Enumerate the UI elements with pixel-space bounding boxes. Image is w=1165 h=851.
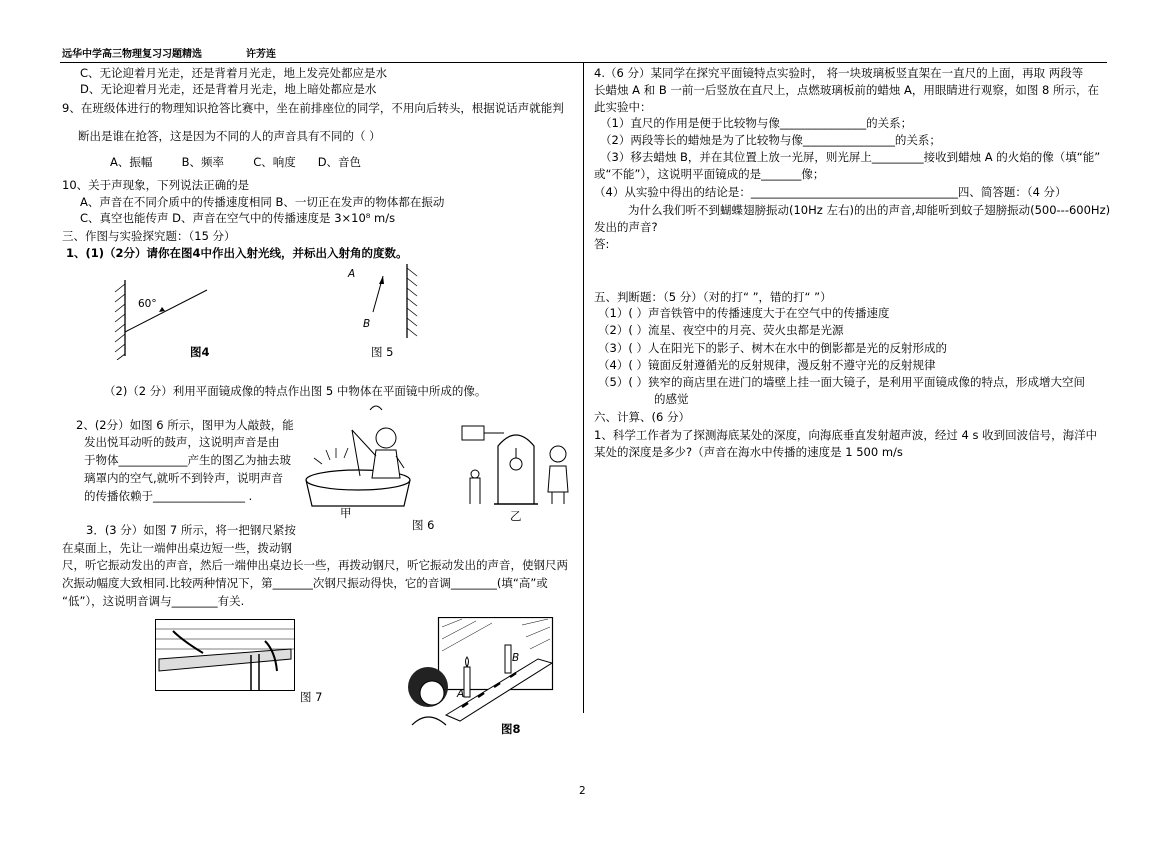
section4-question-cont: 发出的声音? xyxy=(594,220,658,234)
q1-part2: （2)（2 分）利用平面镜成像的特点作出图 5 中物体在平面镜中所成的像。 xyxy=(104,384,487,398)
section6-title: 六、计算、(6 分） xyxy=(594,410,690,424)
figure-7-caption: 图 7 xyxy=(300,690,323,704)
q8-option-d: D、无论迎着月光走，还是背着月光走，地上暗处都应是水 xyxy=(80,82,377,96)
section4-answer-label: 答: xyxy=(594,237,610,251)
column-divider xyxy=(583,63,584,713)
q10-options-cd: C、真空也能传声 D、声音在空气中的传播速度是 3×10⁸ m/s xyxy=(80,211,396,225)
q2-line5: 的传播依赖于________________ . xyxy=(84,489,253,503)
section4-question: 为什么我们听不到蝴蝶翅膀振动(10Hz 左右)的出的声音,却能听到蚊子翅膀振动(500---600Hz) xyxy=(628,203,1111,217)
q9-options: A、振幅 B、频率 C、响度 D、音色 xyxy=(110,155,362,169)
q8-option-c: C、无论迎着月光走，还是背着月光走，地上发亮处都应是水 xyxy=(80,66,388,80)
calc-1-line2: 某处的深度是多少?（声音在海水中传播的速度是 1 500 m/s xyxy=(594,445,903,459)
judgment-4: （4）( ）镜面反射遵循光的反射规律，漫反射不遵守光的反射规律 xyxy=(598,358,936,372)
q4-sub3: （3）移去蜡烛 B，并在其位置上放一光屏，则光屏上_________接收到蜡烛 A 的火焰的像（填“能” xyxy=(600,150,1101,164)
q2-line1: 2、(2分）如图 6 所示，图甲为人敲鼓，能 xyxy=(76,418,294,432)
page-number: 2 xyxy=(579,785,586,797)
q3-line4: 次振动幅度大致相同.比较两种情况下，第_______次钢尺振动得快，它的音调________(填“高”或 xyxy=(62,576,548,590)
figure-4-caption: 图4 xyxy=(190,345,210,359)
q10-stem: 10、关于声现象，下列说法正确的是 xyxy=(62,178,250,192)
calc-1-line1: 1、科学工作者为了探测海底某处的深度，向海底垂直发射超声波，经过 4 s 收到回波信号，海洋中 xyxy=(594,428,1098,442)
figure-6-jia-drum xyxy=(300,400,418,510)
q4-sub2: （2）两段等长的蜡烛是为了比较物与像________________的关系； xyxy=(600,133,941,147)
figure-8-label-a: A xyxy=(457,688,465,700)
q3-line1: 3．(3 分）如图 7 所示，将一把钢尺紧按 xyxy=(86,523,296,537)
q4-sub3-cont: 或“不能”），这说明平面镜成的是_______像； xyxy=(594,167,825,181)
judgment-1: （1）( ）声音铁管中的传播速度大于在空气中的传播速度 xyxy=(598,306,890,320)
q4-line1: 4.（6 分）某同学在探究平面镜特点实验时， 将一块玻璃板竖直架在一直尺的上面，再取 两段等 xyxy=(594,66,1084,80)
q3-line3: 尺，听它振动发出的声音，然后一端伸出桌边长一些，再拨动钢尺，听它振动发出的声音，使钢尺两 xyxy=(62,558,568,572)
figure-5-caption: 图 5 xyxy=(371,345,394,359)
q3-line5: “低”），这说明音调与________有关. xyxy=(62,594,245,608)
q9-stem-line2: 断出是谁在抢答，这是因为不同的人的声音具有不同的（ ） xyxy=(78,129,381,143)
figure-7 xyxy=(155,619,295,691)
figure-8-label-b: B xyxy=(512,652,520,664)
q2-line3: 于物体____________产生的图乙为抽去玻 xyxy=(84,453,291,467)
figure-8-caption: 图8 xyxy=(501,722,521,736)
judgment-3: （3）( ）人在阳光下的影子、树木在水中的倒影都是光的反射形成的 xyxy=(598,341,947,355)
figure-4-angle-label: 60° xyxy=(138,298,157,310)
judgment-5: （5）( ）狭窄的商店里在进门的墙壁上挂一面大镜子，是利用平面镜成像的特点，形成增大空间 xyxy=(598,375,1085,389)
q4-sub1: （1）直尺的作用是便于比较物与像_______________的关系； xyxy=(600,116,913,130)
q1-part1: 1、(1)（2分）请你在图4中作出入射光线，并标出入射角的度数。 xyxy=(66,246,408,260)
q9-stem-line1: 9、在班级体进行的物理知识抢答比赛中，坐在前排座位的同学，不用向后转头，根据说话声就能判 xyxy=(62,101,564,115)
q2-line2: 发出悦耳动听的鼓声，这说明声音是由 xyxy=(84,435,280,449)
figure-6-yi-label: 乙 xyxy=(510,509,522,523)
section5-title: 五、判断题：（5 分）（对的打“ ”，错的打“ ”） xyxy=(594,290,832,304)
figure-6-jia-label: 甲 xyxy=(340,506,352,520)
judgment-5-cont: 的感觉 xyxy=(654,392,689,406)
q4-sub4-and-section4: （4）从实验中得出的结论是：____________________________________四、简答题：（4 分） xyxy=(594,185,1067,199)
figure-5-label-a: A xyxy=(348,268,356,280)
section-3-title: 三、作图与实验探究题：（15 分） xyxy=(62,229,236,243)
q3-line2: 在桌面上，先让一端伸出桌边短一些，拨动钢 xyxy=(62,541,292,555)
header-author: 许芳连 xyxy=(246,49,276,60)
figure-6-yi-bell-jar xyxy=(458,418,578,506)
figure-6-caption: 图 6 xyxy=(412,518,435,532)
judgment-2: （2）( ）流星、夜空中的月亮、荧火虫都是光源 xyxy=(598,323,844,337)
header-school: 远华中学高三物理复习习题精选 xyxy=(62,49,202,60)
q10-options-ab: A、声音在不同介质中的传播速度相同 B、一切正在发声的物体都在振动 xyxy=(80,195,445,209)
figure-5-label-b: B xyxy=(363,318,371,330)
q4-line3: 此实验中： xyxy=(594,100,652,114)
figure-8 xyxy=(402,617,554,727)
q2-line4: 璃罩内的空气,就听不到铃声，说明声音 xyxy=(84,471,284,485)
q4-line2: 长蜡烛 A 和 B 一前一后竖放在直尺上，点燃玻璃板前的蜡烛 A，用眼睛进行观察，如图 8 所示，在 xyxy=(594,83,1100,97)
